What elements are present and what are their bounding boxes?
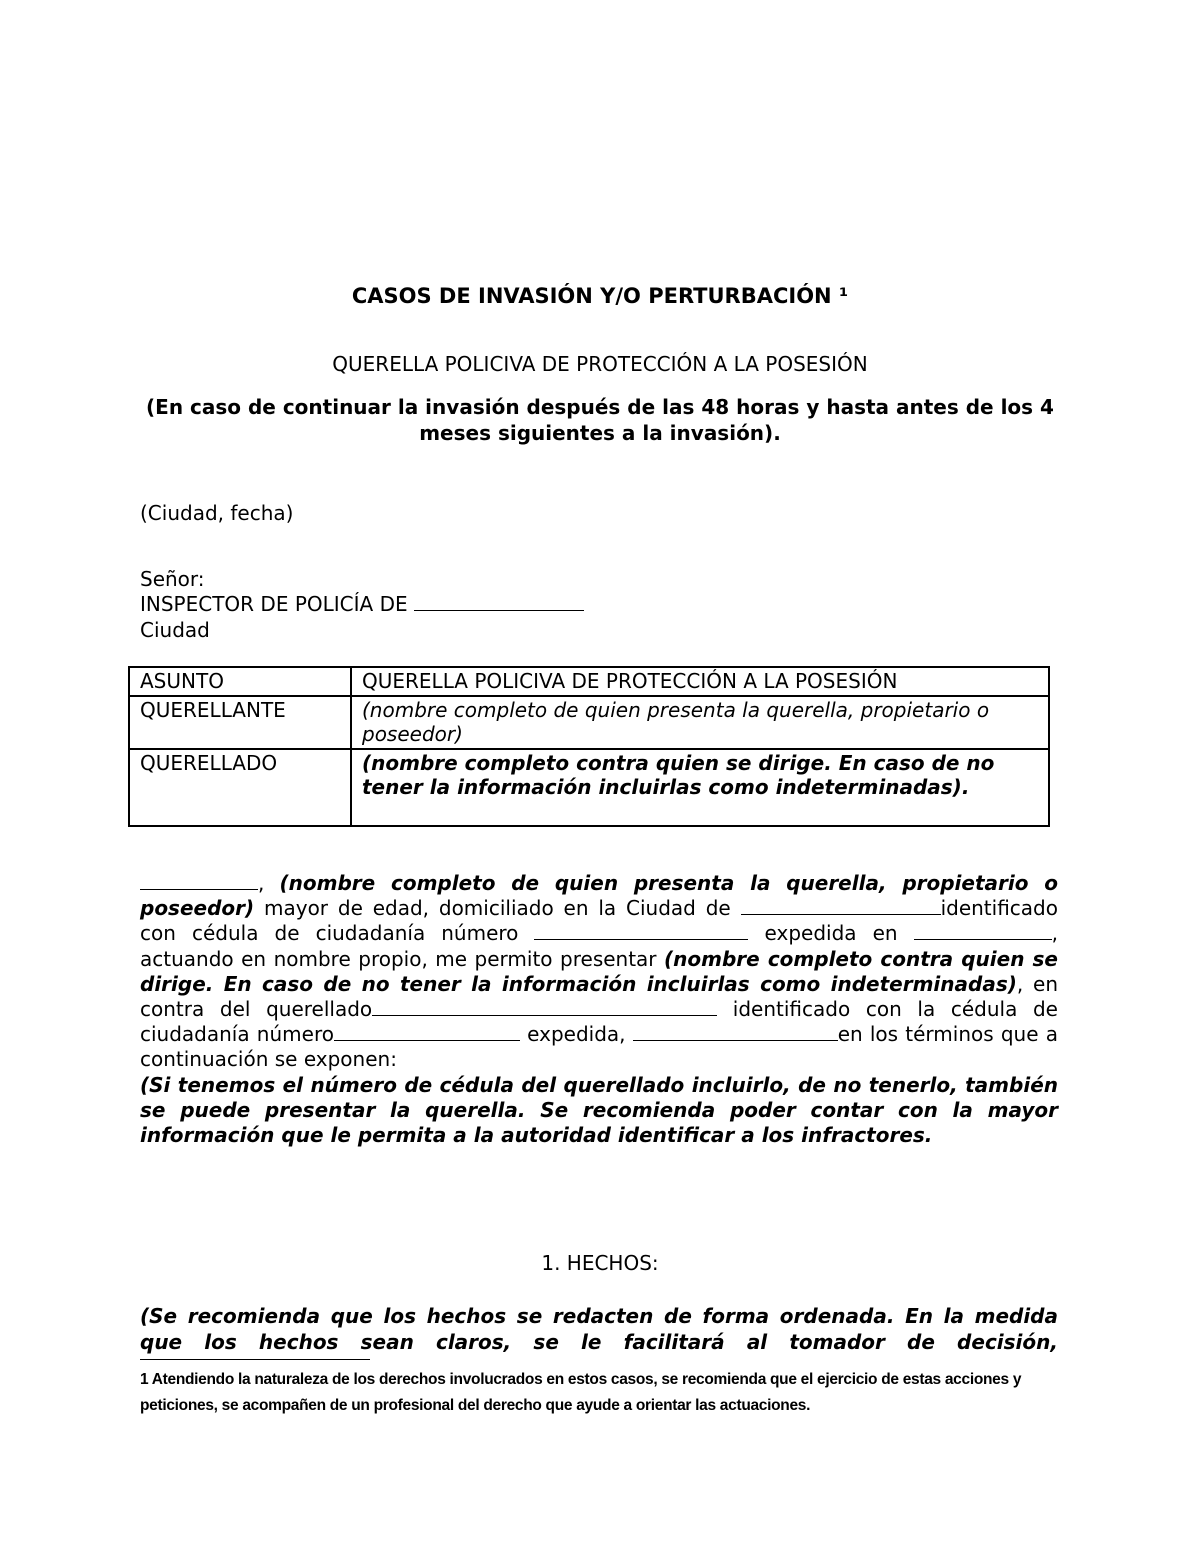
id-number-blank: [534, 921, 748, 940]
addressee-inspector: INSPECTOR DE POLICÍA DE: [140, 592, 408, 616]
body-text: mayor de edad, domiciliado en la Ciudad de: [254, 896, 741, 921]
inspector-blank: [414, 592, 584, 611]
footnote: 1 Atendiendo la naturaleza de los derechos involucrados en estos casos, se recomienda que el ejercicio de estas acciones y peticiones, se acompañen de un profesional del derecho que ayude a orientar las actuaciones.: [140, 1371, 1022, 1414]
complainant-name-blank: [140, 871, 258, 890]
table-row: [129, 696, 1049, 749]
body-text: expedida,: [519, 1022, 633, 1047]
body-text: expedida en: [748, 921, 914, 946]
complaint-paragraph: , (nombre completo de quien presenta la querella, propietario o poseedor) mayor de edad, domiciliado en la Ciudad de identificado con cédula de ciudadanía número expedida en , actuando en nombre propio, me permito presentar (nombre completo contra quien se dirige. En caso de no tener la información incluirlas como indeterminadas), en contra del querellado identificado con la cédula de ciudadanía número expedida, en los términos que a continuación se exponen: (Si tenemos el número de cédula del querellado incluirlo, de no tenerlo, también se puede presentar la querella. Se recomienda poder contar con la mayor información que le permita a la autoridad identificar a los infractores.: [140, 871, 1058, 1148]
table-value-querellado: (nombre completo contra quien se dirige. En caso de no tener la información incluirlas como indeterminadas).: [351, 749, 1049, 826]
addressee-city: Ciudad: [140, 618, 210, 642]
defendant-name-hint: (nombre completo contra quien se dirige. En caso de no tener la información incluirlas como indeterminadas): [140, 946, 1058, 996]
city-date-placeholder: (Ciudad, fecha): [140, 501, 294, 525]
body-text: , actuando en nombre propio, me permito presentar: [140, 921, 1058, 971]
table-row: [129, 667, 1049, 696]
defendant-issued-blank: [633, 1022, 838, 1041]
footnote-separator: [140, 1359, 370, 1360]
defendant-name-blank: [372, 997, 717, 1016]
table-row: [129, 749, 1049, 826]
body-text: identificado con la cédula de ciudadanía número: [140, 997, 1058, 1047]
table-value-asunto: QUERELLA POLICIVA DE PROTECCIÓN A LA POSESIÓN: [351, 667, 1049, 696]
addressee-salutation: Señor:: [140, 567, 205, 591]
section-heading-hechos: 1. HECHOS:: [541, 1251, 659, 1275]
body-text: , en contra del querellado: [140, 971, 1058, 1022]
table-label-querellante: QUERELLANTE: [129, 696, 351, 749]
body-text: en los términos que a continuación se exponen:: [140, 1022, 1058, 1072]
addressee-inspector-line: [140, 591, 584, 617]
complainant-name-hint: (nombre completo de quien presenta la querella, propietario o poseedor): [140, 871, 1058, 921]
document-title: CASOS DE INVASIÓN Y/O PERTURBACIÓN ¹: [351, 284, 849, 308]
issued-in-blank: [914, 921, 1052, 940]
defendant-id-blank: [334, 1022, 520, 1041]
id-number-note: (Si tenemos el número de cédula del querellado incluirlo, de no tenerlo, también se puede presentar la querella. Se recomienda poder contar con la mayor información que le permita a la autoridad identificar a los infractores.: [140, 1072, 1058, 1148]
table-value-querellante: (nombre completo de quien presenta la querella, propietario o poseedor): [351, 696, 1049, 749]
table-label-asunto: ASUNTO: [129, 667, 351, 696]
hechos-instructions: (Se recomienda que los hechos se redacten de forma ordenada. En la medida que los hechos sean claros, se le facilitará al tomador de decisión,: [140, 1304, 1058, 1354]
table-label-querellado: QUERELLADO: [129, 749, 351, 826]
city-blank: [741, 896, 941, 915]
invasion-timeframe-note: (En caso de continuar la invasión después de las 48 horas y hasta antes de los 4 meses siguientes a la invasión).: [146, 395, 1054, 445]
document-subtitle: QUERELLA POLICIVA DE PROTECCIÓN A LA POSESIÓN: [332, 352, 868, 376]
body-text: identificado con cédula de ciudadanía número: [140, 896, 1058, 946]
case-summary-table: [128, 666, 1050, 827]
